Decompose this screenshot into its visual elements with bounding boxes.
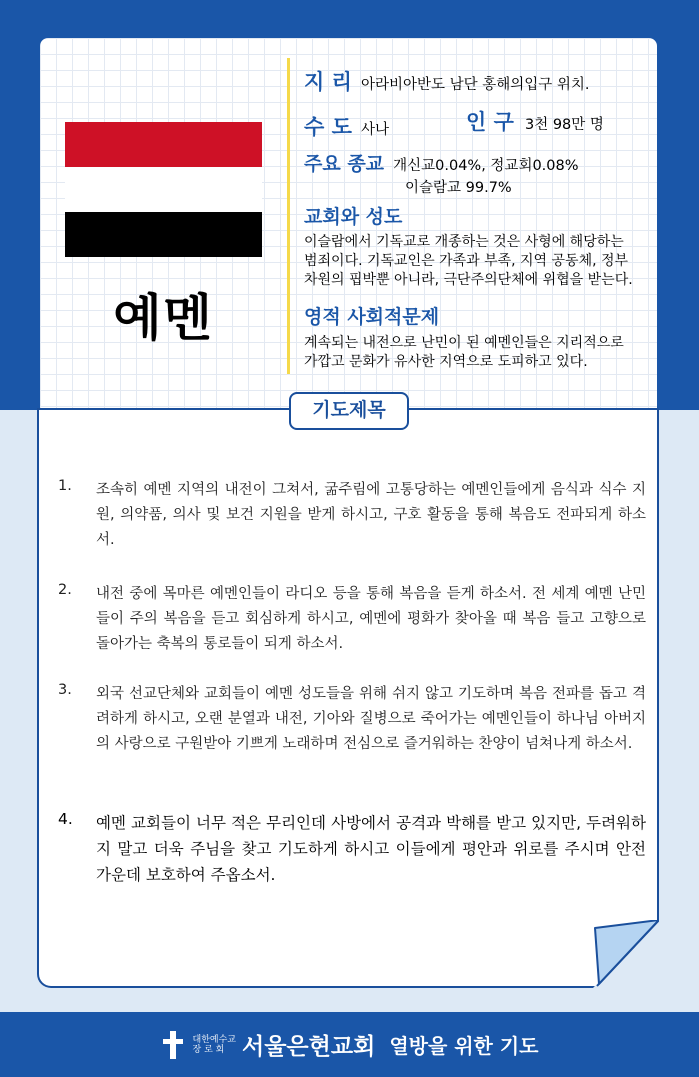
prayer-item [56,478,646,553]
footer-title: 열방을 위한 기도 [389,1034,539,1058]
prayer-card-border [409,408,659,410]
issues-text [304,334,660,372]
prayer-item [56,682,646,757]
page-fold-corner [593,920,659,988]
capital-row [304,111,389,141]
religion-row [304,149,579,176]
capital-value: 사나 [360,122,389,138]
footer-bar [0,1012,699,1077]
religion-line2: 이슬람교 99.7% [405,180,512,196]
prayer-item-text: 예멘 교회들이 너무 적은 무리인데 사방에서 공격과 박해를 받고 있지만, 두려워하지 말고 더욱 주님을 찾고 기도하게 하시고 이들에게 평안과 위로를 주시며 안전 가운데 보호하여 주옵소서. [96,814,646,884]
prayer-item [56,582,646,657]
prayer-item [56,810,646,888]
yellow-divider [287,58,290,374]
prayer-item-number: 3. [58,682,72,698]
flag-red-stripe [65,122,262,167]
denomination-line: 장 로 회 [192,1044,225,1055]
prayer-card-border [37,408,289,410]
prayer-item-number: 1. [58,478,72,494]
church-line: 차원의 핍박뿐 아니라, 극단주의단체에 위협을 받는다. [304,272,633,288]
church-line: 이슬람에서 기독교로 개종하는 것은 사형에 해당하는 [304,234,624,250]
yemen-flag [65,122,262,257]
church-denomination [193,1035,236,1055]
population-value: 3천 98만 명 [524,117,604,133]
geo-label: 지 리 [304,70,352,94]
geo-row [304,66,590,96]
prayer-item-number: 2. [58,582,72,598]
country-name: 예멘 [113,289,214,347]
capital-label: 수 도 [304,115,352,139]
religion-line1: 개신교0.04%, 정교회0.08% [393,158,579,174]
issues-label: 영적 사회적문제 [304,306,440,328]
prayer-title: 기도제목 [289,392,409,430]
denomination-line: 대한예수교 [192,1034,236,1045]
prayer-item-text: 내전 중에 목마른 예멘인들이 라디오 등을 통해 복음을 듣게 하소서. 전 세계 예멘 난민들이 주의 복음을 듣고 회심하게 하시고, 예멘에 평화가 찾아올 때 복음 들고 고향으로 돌아가는 축복의 통로들이 되게 하소서. [96,586,646,652]
church-line: 범죄이다. 기독교인은 가족과 부족, 지역 공동체, 정부 [304,253,629,269]
cross-icon [161,1029,185,1061]
religion-label: 주요 종교 [304,153,385,175]
flag-black-stripe [65,212,262,257]
prayer-item-text: 외국 선교단체와 교회들이 예멘 성도들을 위해 쉬지 않고 기도하며 복음 전파를 돕고 격려하게 하시고, 오랜 분열과 내전, 기아와 질병으로 죽어가는 예멘인들이 하나님 아버지의 사랑으로 구원받아 기쁘게 노래하며 전심으로 즐거워하는 찬양이 넘쳐나게 하소서. [96,686,646,752]
issues-line: 가깝고 문화가 유사한 지역으로 도피하고 있다. [304,354,588,370]
prayer-item-number: 4. [58,810,73,828]
issues-line: 계속되는 내전으로 난민이 된 예멘인들은 지리적으로 [304,335,624,351]
church-text [304,233,660,290]
geo-value: 아라비아반도 남단 홍해의입구 위치. [360,77,590,93]
prayer-item-text: 조속히 예멘 지역의 내전이 그쳐서, 굶주림에 고통당하는 예멘인들에게 음식과 식수 지원, 의약품, 의사 및 보건 지원을 받게 하시고, 구호 활동을 통해 복음도 전파되게 하소서. [96,482,646,548]
population-label: 인 구 [466,110,514,134]
church-name: 서울은현교회 [242,1034,376,1060]
flag-white-stripe [65,167,262,212]
church-label: 교회와 성도 [304,206,403,228]
population-row [466,106,604,136]
